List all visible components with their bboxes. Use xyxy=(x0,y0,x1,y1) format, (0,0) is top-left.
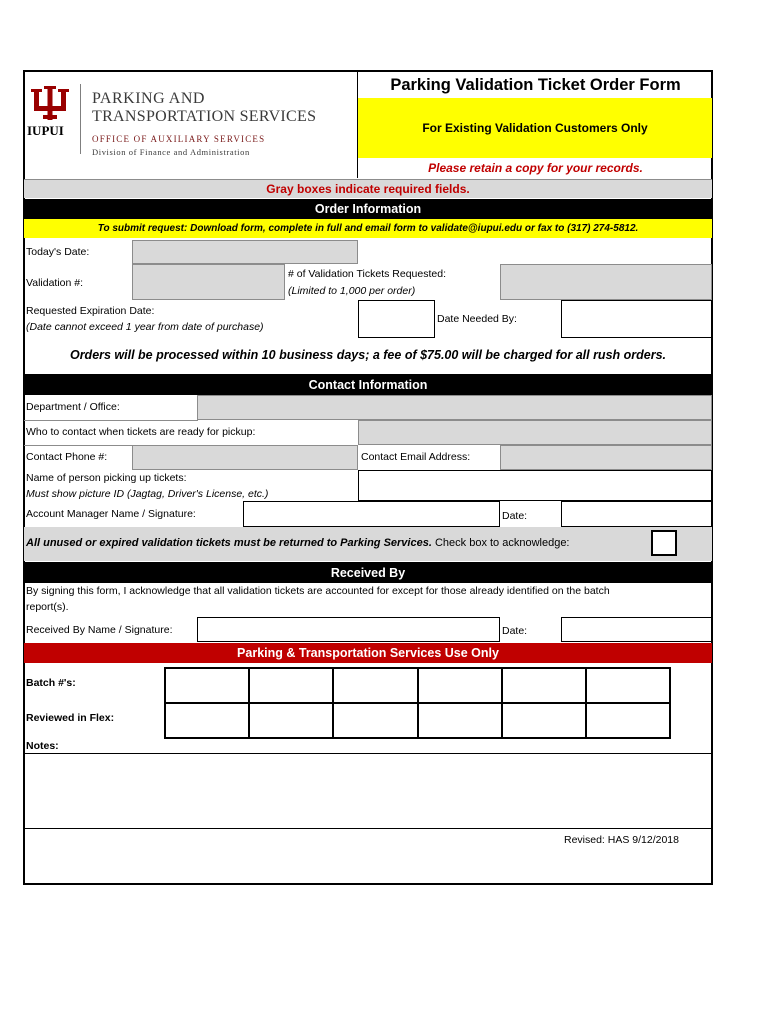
who-to-contact-field[interactable] xyxy=(358,420,712,445)
logo-subtitle: IUPUI xyxy=(27,123,64,138)
reviewed-field[interactable] xyxy=(417,702,503,739)
pickup-person-label: Name of person picking up tickets: xyxy=(26,472,187,484)
pickup-person-field[interactable] xyxy=(358,470,712,501)
divider xyxy=(24,828,712,829)
existing-customers-banner xyxy=(358,98,712,158)
validation-number-field[interactable] xyxy=(132,264,285,300)
received-date-label: Date: xyxy=(502,625,528,637)
order-info-header xyxy=(24,199,712,219)
submit-instructions xyxy=(24,219,712,238)
batch-fields xyxy=(164,667,671,700)
trident-icon xyxy=(28,86,72,120)
received-date-field[interactable] xyxy=(561,617,712,642)
processing-notice: Orders will be processed within 10 business days; a fee of $75.00 will be charged for all rush orders. xyxy=(69,348,667,362)
todays-date-field[interactable] xyxy=(132,240,358,264)
tickets-requested-field[interactable] xyxy=(500,264,712,300)
acknowledge-checkbox[interactable] xyxy=(651,530,677,556)
contact-email-label: Contact Email Address: xyxy=(361,451,471,463)
account-manager-label: Account Manager Name / Signature: xyxy=(26,508,196,520)
reviewed-field[interactable] xyxy=(501,702,587,739)
batch-field[interactable] xyxy=(248,667,334,704)
received-name-label: Received By Name / Signature: xyxy=(26,624,173,636)
todays-date-label: Today's Date: xyxy=(26,246,90,258)
office-use-header xyxy=(24,643,712,663)
order-info-title: Order Information xyxy=(314,202,422,216)
required-fields-text: Gray boxes indicate required fields. xyxy=(266,182,470,196)
received-signature-field[interactable] xyxy=(197,617,500,642)
batch-field[interactable] xyxy=(417,667,503,704)
validation-number-label: Validation #: xyxy=(26,277,84,289)
acknowledge-label: Check box to acknowledge: xyxy=(434,537,570,549)
reviewed-field[interactable] xyxy=(164,702,250,739)
tickets-limit-note: (Limited to 1,000 per order) xyxy=(288,285,416,297)
expiration-date-field[interactable] xyxy=(358,300,435,338)
batch-field[interactable] xyxy=(501,667,587,704)
received-by-title: Received By xyxy=(330,565,406,580)
received-statement-continued: report(s). xyxy=(26,601,69,613)
batch-label: Batch #'s: xyxy=(26,677,76,689)
existing-customers-text: For Existing Validation Customers Only xyxy=(422,121,648,135)
org-name-line2: TRANSPORTATION SERVICES xyxy=(92,108,317,125)
office-name: OFFICE OF AUXILIARY SERVICES xyxy=(92,134,266,144)
batch-field[interactable] xyxy=(164,667,250,704)
account-manager-signature-field[interactable] xyxy=(243,501,500,527)
batch-field[interactable] xyxy=(585,667,671,704)
org-name-line1: PARKING AND xyxy=(92,90,205,107)
return-notice xyxy=(26,537,570,550)
notes-label: Notes: xyxy=(26,740,59,752)
date-needed-field[interactable] xyxy=(561,300,712,338)
logo-divider xyxy=(80,84,81,154)
account-manager-date-field[interactable] xyxy=(561,501,712,527)
department-label: Department / Office: xyxy=(26,401,120,413)
pickup-id-note: Must show picture ID (Jagtag, Driver's License, etc.) xyxy=(26,488,269,500)
tickets-requested-label: # of Validation Tickets Requested: xyxy=(288,268,446,280)
reviewed-field[interactable] xyxy=(332,702,418,739)
reviewed-fields xyxy=(164,702,671,735)
contact-info-title: Contact Information xyxy=(308,377,428,392)
reviewed-field[interactable] xyxy=(585,702,671,739)
submit-instructions-text: To submit request: Download form, complete in full and email form to validate@iupui.edu or fax to (317) 274-5812. xyxy=(97,223,639,234)
contact-phone-label: Contact Phone #: xyxy=(26,451,108,463)
department-field[interactable] xyxy=(197,395,712,420)
reviewed-field[interactable] xyxy=(248,702,334,739)
account-manager-date-label: Date: xyxy=(502,510,528,522)
reviewed-label: Reviewed in Flex: xyxy=(26,712,115,724)
contact-email-field[interactable] xyxy=(500,445,712,470)
contact-info-header xyxy=(24,374,712,395)
form-title: Parking Validation Ticket Order Form xyxy=(390,76,681,94)
who-to-contact-label: Who to contact when tickets are ready for pickup: xyxy=(26,426,256,438)
iu-logo-mark xyxy=(28,86,72,120)
expiration-date-note: (Date cannot exceed 1 year from date of purchase) xyxy=(26,321,264,333)
received-statement: By signing this form, I acknowledge that all validation tickets are accounted for except for those already identified on the batch xyxy=(26,585,610,597)
office-use-title: Parking & Transportation Services Use Only xyxy=(237,646,499,660)
contact-phone-field[interactable] xyxy=(132,445,358,470)
notes-field[interactable] xyxy=(24,754,712,828)
expiration-date-label: Requested Expiration Date: xyxy=(26,305,155,317)
revision-note: Revised: HAS 9/12/2018 xyxy=(564,834,679,846)
division-name: Division of Finance and Administration xyxy=(92,147,250,157)
received-by-header xyxy=(24,562,712,583)
divider xyxy=(24,420,198,421)
retain-copy-note: Please retain a copy for your records. xyxy=(428,161,643,175)
return-notice-text: All unused or expired validation tickets must be returned to Parking Services. xyxy=(26,537,432,549)
date-needed-label: Date Needed By: xyxy=(437,313,517,325)
required-fields-note xyxy=(24,179,712,198)
batch-field[interactable] xyxy=(332,667,418,704)
